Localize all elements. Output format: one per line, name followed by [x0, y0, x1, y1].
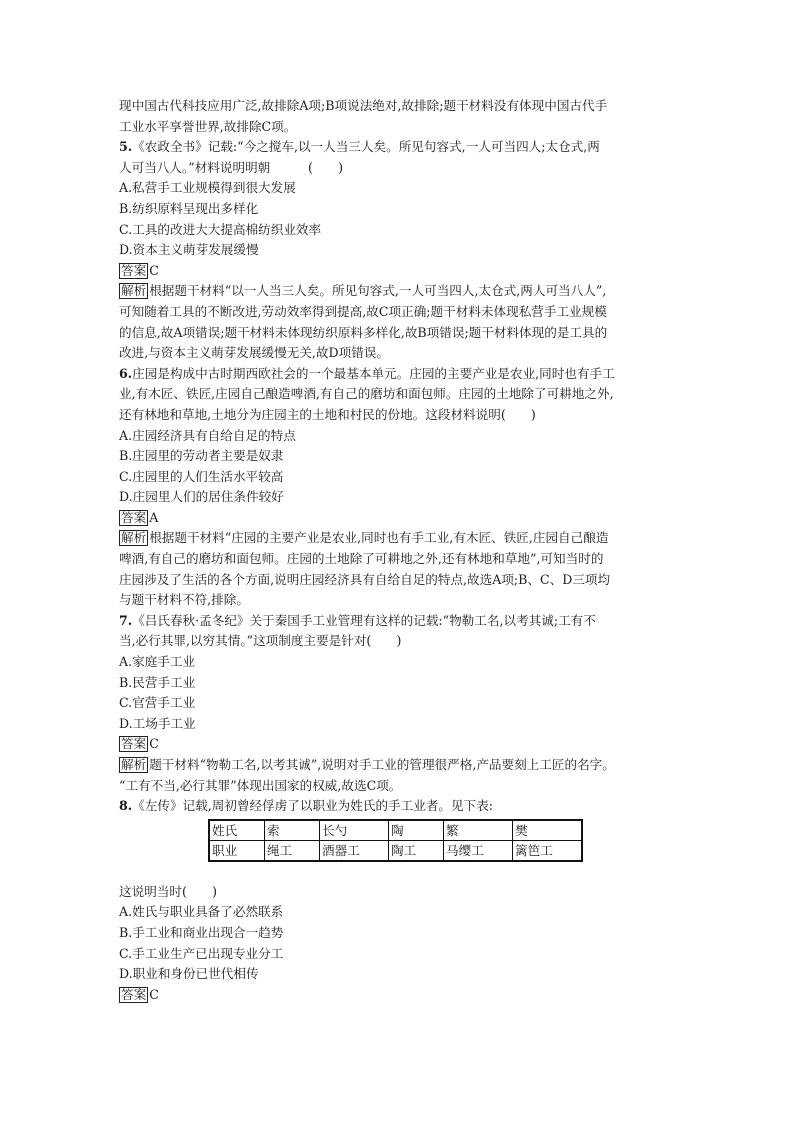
question-stem-cont: 业,有木匠、铁匠,庄园自己酿造啤酒,有自己的磨坊和面包师。庄园的土地除了可耕地之外,: [119, 386, 614, 402]
analysis-line: 解析 题干材料“物勒工名,以考其诚”,说明对手工业的管理很严格,产品要刻上工匠的名字。: [121, 757, 615, 772]
analysis-tag: 解析: [121, 757, 147, 772]
analysis-cont: 与题干材料不符,排除。: [119, 592, 249, 608]
question-stem: 7.《吕氏春秋·孟冬纪》关于秦国手工业管理有这样的记载:“物勒工名,以考其诚;工有不: [119, 612, 596, 628]
option-a: A.姓氏与职业具备了必然联系: [119, 904, 284, 920]
question-prompt: 这说明当时( ): [119, 883, 217, 899]
spacer: [119, 862, 691, 882]
option-b: B.手工业和商业出现合一趋势: [119, 924, 284, 940]
question-number: 5.: [119, 139, 133, 155]
analysis-cont: 的信息,故A项错误;题干材料未体现纺织原料多样化,故B项错误;题干材料体现的是工具的: [119, 324, 608, 340]
option-d: D.工场手工业: [119, 715, 196, 731]
option-a: A.私营手工业规模得到很大发展: [119, 180, 296, 196]
option-d: D.资本主义萌芽发展缓慢: [119, 242, 259, 258]
table-cell: 索: [265, 820, 320, 841]
table-row: [209, 840, 582, 861]
table-cell: 绳工: [265, 840, 320, 861]
intro-line-1: 现中国古代科技应用广泛,故排除A项;B项说法绝对,故排除;题干材料没有体现中国古代手: [119, 98, 608, 113]
analysis-cont: 啤酒,有自己的磨坊和面包师。庄园的土地除了可耕地之外,还有林地和草地”,可知当时的: [119, 551, 604, 567]
table-cell: 陶: [389, 820, 444, 841]
surname-occupation-table: [208, 819, 583, 862]
answer-value: C: [149, 986, 159, 1002]
table-cell: 姓氏: [209, 820, 265, 841]
answer-value: C: [149, 736, 159, 752]
option-c: C.工具的改进大大提高棉纺织业效率: [119, 221, 322, 237]
analysis-line: 解析 根据题干材料“庄园的主要产业是农业,同时也有手工业,有木匠、铁匠,庄园自己酿造: [121, 530, 609, 546]
option-c: C.庄园里的人们生活水平较高: [119, 468, 284, 484]
option-b: B.民营手工业: [119, 674, 196, 690]
option-a: A.庄园经济具有自给自足的特点: [119, 427, 296, 443]
answer-line: [119, 734, 691, 755]
answer-line: [119, 261, 691, 282]
question-number: 7.: [119, 612, 133, 628]
option-d: D.庄园里人们的居住条件较好: [119, 489, 284, 505]
answer-line: [119, 508, 691, 529]
table-cell: 马缨工: [444, 840, 513, 861]
table-cell: 职业: [209, 840, 265, 861]
intro-line-2: 工业水平享誉世界,故排除C项。: [119, 118, 297, 134]
option-a: A.家庭手工业: [119, 654, 196, 670]
answer-line: [119, 985, 691, 1006]
analysis-cont: 庄园涉及了生活的各个方面,说明庄园经济具有自给自足的特点,故选A项;B、C、D三项均: [119, 571, 611, 587]
answer-tag: 答案: [121, 262, 147, 278]
table-cell: 篱笆工: [513, 840, 583, 861]
question-7: [119, 611, 691, 796]
answer-value: C: [149, 262, 159, 278]
table-cell: 陶工: [389, 840, 444, 861]
table-cell: 长勺: [320, 820, 389, 841]
answer-value: A: [149, 509, 159, 525]
analysis-tag: 解析: [121, 530, 147, 546]
analysis-cont: 可知随着工具的不断改进,劳动效率得到提高,故C项正确;题干材料未体现私营手工业规模: [119, 303, 607, 319]
table-cell: 樊: [513, 820, 583, 841]
table-cell: 繁: [444, 820, 513, 841]
table-cell: 酒器工: [320, 840, 389, 861]
question-number: 8.: [119, 798, 133, 814]
document-page: [119, 96, 691, 1005]
analysis-cont: “工有不当,必行其罪”体现出国家的权威,故选C项。: [119, 777, 402, 793]
option-c: C.手工业生产已出现专业分工: [119, 945, 284, 961]
analysis-cont: 改进,与资本主义萌芽发展缓慢无关,故D项错误。: [119, 345, 389, 361]
question-stem-cont: 人可当八人。”材料说明明朝 ( ): [119, 159, 344, 175]
question-stem-cont: 还有林地和草地,土地分为庄园主的土地和村民的份地。这段材料说明( ): [119, 406, 536, 422]
question-6: [119, 364, 691, 611]
option-d: D.职业和身份已世代相传: [119, 966, 259, 982]
analysis-tag: 解析: [121, 283, 147, 299]
answer-tag: 答案: [121, 509, 147, 525]
question-stem-cont: 当,必行其罪,以穷其情。”这项制度主要是针对( ): [119, 633, 402, 649]
question-stem: 8.《左传》记载,周初曾经俘虏了以职业为姓氏的手工业者。见下表:: [119, 798, 494, 814]
option-b: B.庄园里的劳动者主要是奴隶: [119, 448, 284, 464]
table-row: [209, 820, 582, 841]
analysis-line: 解析 根据题干材料“以一人当三人矣。所见句容式,一人可当四人,太仓式,两人可当八人”,: [121, 283, 607, 299]
answer-tag: 答案: [121, 736, 147, 752]
question-8: [119, 796, 691, 1005]
question-number: 6.: [119, 365, 133, 381]
answer-tag: 答案: [121, 986, 147, 1002]
option-b: B.纺织原料呈现出多样化: [119, 200, 259, 216]
option-c: C.官营手工业: [119, 695, 196, 711]
question-stem: 5.《农政全书》记载:“今之搅车,以一人当三人矣。所见句容式,一人可当四人;太仓式,两: [119, 139, 600, 155]
question-stem: 6.庄园是构成中古时期西欧社会的一个最基本单元。庄园的主要产业是农业,同时也有手工: [119, 365, 615, 381]
question-5: [119, 137, 691, 364]
